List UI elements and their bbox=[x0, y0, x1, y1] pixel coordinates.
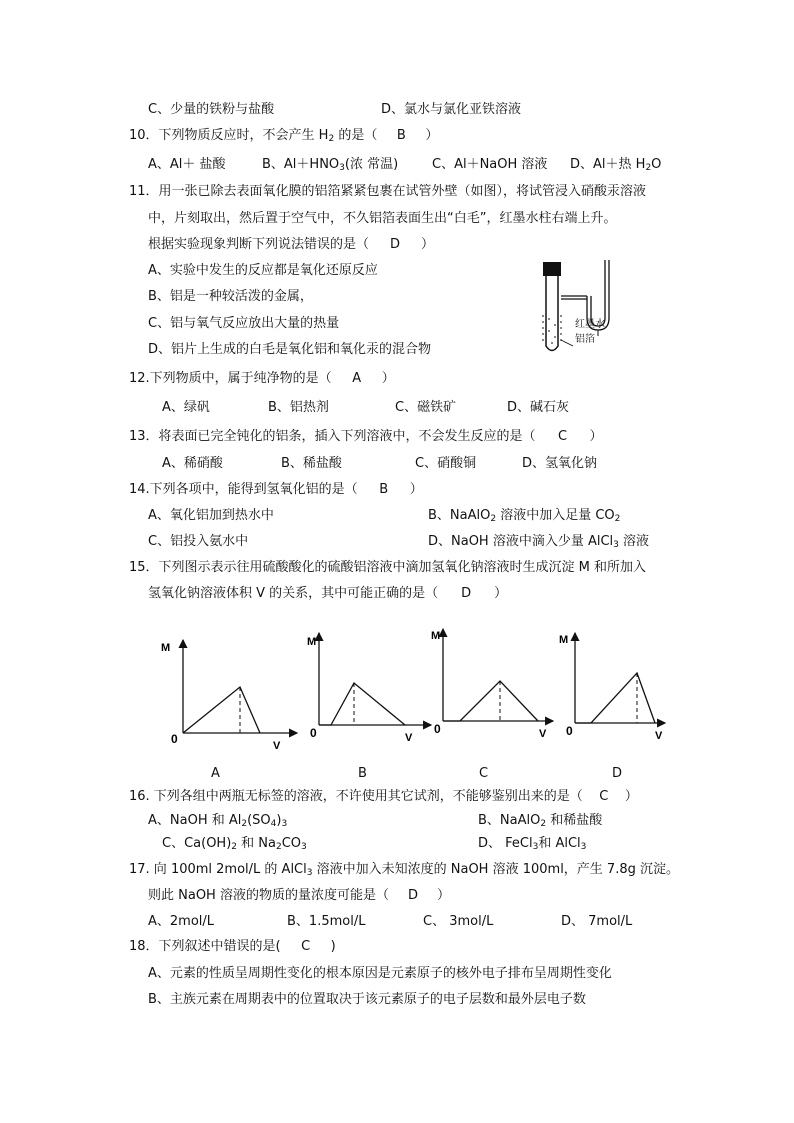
q16-option-a: A、NaOH 和 $Al_2(SO_4)_3$ bbox=[148, 813, 288, 829]
q14-answer: B bbox=[379, 482, 389, 497]
aluminum-foil-wrap bbox=[542, 315, 562, 344]
q11-option-a: A、实验中发生的反应都是氧化还原反应 bbox=[148, 263, 378, 278]
q18-stem: 18．下列叙述中错误的是( C ) bbox=[129, 939, 336, 954]
q17-option-c: C、 3mol/L bbox=[423, 914, 494, 929]
graph-b-curve bbox=[319, 683, 405, 725]
graph-b-x-label: V bbox=[405, 732, 413, 744]
q17-option-b: B、1.5mol/L bbox=[287, 914, 366, 929]
q15-stem-line1: 15．下列图示表示往用硫酸酸化的硫酸铝溶液中滴加氢氧化钠溶液时生成沉淀 M 和所加入 bbox=[129, 560, 647, 575]
connecting-tube bbox=[561, 296, 587, 299]
q13-stem: 13．将表面已完全钝化的铝条，插入下列溶液中，不会发生反应的是（ C ） bbox=[129, 429, 603, 444]
q10-option-d: D、Al＋热 $H_2O$ bbox=[570, 157, 662, 173]
graph-c-curve bbox=[443, 681, 538, 721]
q14-option-c: C、铝投入氨水中 bbox=[148, 534, 249, 549]
graph-a-y-label: M bbox=[161, 642, 171, 654]
q18-option-b: B、主族元素在周期表中的位置取决于该元素原子的电子层数和最外层电子数 bbox=[148, 992, 586, 1007]
q9-option-d: D、氯水与氯化亚铁溶液 bbox=[381, 102, 522, 117]
q11-answer: D bbox=[390, 237, 401, 252]
q9-option-c: C、少量的铁粉与盐酸 bbox=[148, 102, 275, 117]
q15-graphs bbox=[155, 625, 685, 750]
graph-c-origin: 0 bbox=[434, 722, 441, 736]
graph-b-caption: B bbox=[358, 766, 367, 781]
stopper bbox=[543, 262, 561, 276]
graph-d bbox=[559, 633, 665, 742]
q13-option-b: B、稀盐酸 bbox=[281, 456, 342, 471]
q12-option-a: A、绿矾 bbox=[162, 400, 210, 415]
graph-d-caption: D bbox=[612, 766, 623, 781]
q14-option-b: B、NaAlO$_2$ 溶液中加入足量 $CO_2$ bbox=[428, 508, 621, 524]
q14-stem: 14.下列各项中，能得到氢氧化铝的是（ B ） bbox=[129, 482, 423, 497]
graph-a-curve bbox=[183, 687, 260, 733]
q15-answer: D bbox=[461, 586, 472, 601]
q15-stem-line2: 氢氧化钠溶液体积 V 的关系，其中可能正确的是（ D ） bbox=[148, 586, 508, 601]
q10-stem: 10．下列物质反应时，不会产生 $H_2$ 的是（ B ） bbox=[129, 128, 439, 144]
q10-option-a: A、Al＋ 盐酸 bbox=[148, 157, 226, 172]
q11-option-d: D、铝片上生成的白毛是氧化铝和氧化汞的混合物 bbox=[148, 342, 432, 357]
q12-option-d: D、碱石灰 bbox=[507, 400, 570, 415]
q12-option-b: B、铝热剂 bbox=[268, 400, 329, 415]
q12-stem: 12.下列物质中，属于纯净物的是（ A ） bbox=[129, 371, 395, 386]
q18-answer: C bbox=[301, 939, 311, 954]
graph-c-caption: C bbox=[479, 766, 489, 781]
q14-option-d: D、NaOH 溶液中滴入少量 AlCl$_3$ 溶液 bbox=[428, 534, 650, 550]
graph-c bbox=[431, 629, 553, 740]
q12-answer: A bbox=[352, 371, 362, 386]
graph-a-x-label: V bbox=[273, 740, 281, 750]
graph-b-origin: 0 bbox=[310, 726, 317, 740]
q16-answer: C bbox=[599, 789, 609, 804]
q17-option-a: A、2mol/L bbox=[148, 914, 215, 929]
q14-option-a: A、氧化铝加到热水中 bbox=[148, 508, 274, 523]
q16-option-b: B、NaAlO$_2$ 和稀盐酸 bbox=[478, 813, 603, 829]
graph-a-caption: A bbox=[211, 766, 220, 781]
q13-option-c: C、硝酸铜 bbox=[415, 456, 477, 471]
q10-option-c: C、Al＋NaOH 溶液 bbox=[432, 157, 548, 172]
graph-d-origin: 0 bbox=[566, 724, 573, 738]
q11-option-b: B、铝是一种较活泼的金属， bbox=[148, 289, 313, 304]
q13-option-d: D、氢氧化钠 bbox=[522, 456, 598, 471]
q17-stem-line2: 则此 NaOH 溶液的物质的量浓度可能是（ D ） bbox=[148, 888, 450, 903]
q10-option-b: B、$Al+HNO_3$(浓 常温) bbox=[262, 157, 399, 173]
graph-d-curve bbox=[575, 673, 655, 723]
graph-b bbox=[307, 633, 431, 744]
q11-stem-line3: 根据实验现象判断下列说法错误的是（ D ） bbox=[148, 237, 435, 252]
q16-stem: 16. 下列各组中两瓶无标签的溶液，不许使用其它试剂，不能够鉴别出来的是（ C ） bbox=[129, 789, 638, 804]
q18-option-a: A、元素的性质呈周期性变化的根本原因是元素原子的核外电子排布呈周期性变化 bbox=[148, 966, 612, 981]
test-tube bbox=[546, 276, 558, 351]
q16-option-d: D、 FeCl$_3$和 AlCl$_3$ bbox=[478, 836, 587, 852]
graph-a-origin: 0 bbox=[171, 732, 178, 746]
q13-option-a: A、稀硝酸 bbox=[162, 456, 223, 471]
graph-c-y-label: M bbox=[431, 630, 441, 642]
q17-option-d: D、 7mol/L bbox=[561, 914, 633, 929]
q17-stem-line1: 17. 向 100ml 2mol/L 的 AlCl$_3$ 溶液中加入未知浓度的 NaOH 溶液 100ml，产生 7.8g 沉淀。 bbox=[129, 862, 679, 878]
aluminum-foil-label: 铝箔 bbox=[575, 334, 595, 345]
q10-answer: B bbox=[396, 128, 406, 143]
graph-a bbox=[161, 640, 297, 750]
red-ink-label: 红墨水 bbox=[575, 319, 605, 330]
q17-answer: D bbox=[407, 888, 418, 903]
graph-b-y-label: M bbox=[307, 636, 317, 648]
q11-stem-line1: 11．用一张已除去表面氧化膜的铝箔紧紧包裹在试管外壁（如图），将试管浸入硝酸汞溶液 bbox=[129, 184, 647, 199]
q16-option-c: C、$Ca(OH)_2$ 和 $Na_2CO_3$ bbox=[162, 836, 307, 852]
q13-answer: C bbox=[558, 429, 568, 444]
graph-d-y-label: M bbox=[559, 634, 569, 646]
q12-option-c: C、磁铁矿 bbox=[395, 400, 457, 415]
graph-d-x-label: V bbox=[655, 730, 663, 742]
q11-stem-line2: 中，片刻取出，然后置于空气中，不久铝箔表面生出“白毛”，红墨水柱右端上升。 bbox=[148, 211, 617, 226]
graph-c-x-label: V bbox=[539, 728, 547, 740]
q11-option-c: C、铝与氧气反应放出大量的热量 bbox=[148, 316, 340, 331]
